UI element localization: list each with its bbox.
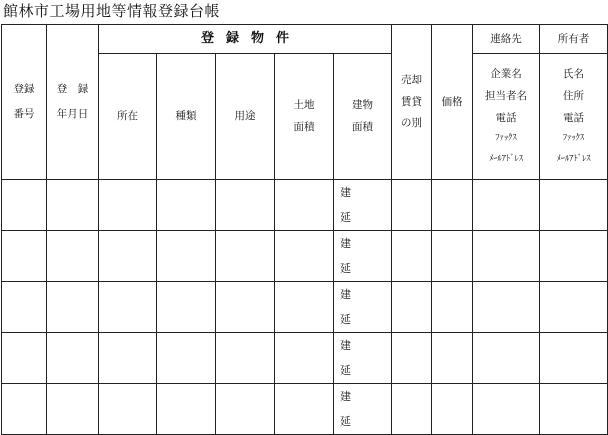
header-sale-lease-line3: の別: [401, 117, 423, 130]
total-floor-marker: 延: [340, 363, 351, 377]
header-building-area: [334, 54, 392, 180]
cell-land-area[interactable]: [275, 180, 334, 231]
total-floor-marker: 延: [340, 261, 351, 275]
cell-registration-date[interactable]: [47, 282, 99, 333]
cell-registration-no[interactable]: [2, 333, 47, 384]
cell-usage[interactable]: [216, 231, 275, 282]
cell-usage[interactable]: [216, 180, 275, 231]
cell-usage[interactable]: [216, 333, 275, 384]
header-property-group: [99, 25, 392, 54]
cell-contact[interactable]: [473, 333, 540, 384]
header-registration-no-line1: 登録: [13, 83, 35, 96]
cell-owner[interactable]: [540, 333, 608, 384]
cell-building-area[interactable]: [334, 333, 392, 384]
header-owner-phone: 電話: [563, 111, 585, 124]
header-owner-name: 氏名: [563, 68, 585, 81]
cell-land-area[interactable]: [275, 384, 334, 435]
registration-table: [1, 24, 608, 435]
header-building-area-line1: 建物: [352, 99, 374, 112]
header-sale-lease-line1: 売却: [401, 74, 423, 87]
cell-contact[interactable]: [473, 384, 540, 435]
cell-land-area[interactable]: [275, 231, 334, 282]
cell-registration-date[interactable]: [47, 180, 99, 231]
cell-registration-no[interactable]: [2, 231, 47, 282]
cell-registration-no[interactable]: [2, 384, 47, 435]
header-owner-email: ﾒｰﾙｱﾄﾞﾚｽ: [556, 154, 591, 165]
cell-registration-date[interactable]: [47, 333, 99, 384]
total-floor-marker: 延: [340, 210, 351, 224]
total-floor-marker: 延: [340, 312, 351, 326]
header-owner-group: 所有者: [540, 25, 608, 54]
cell-registration-no[interactable]: [2, 180, 47, 231]
header-land-area-line2: 面積: [293, 121, 315, 133]
header-usage: 用途: [216, 54, 275, 180]
cell-contact[interactable]: [473, 180, 540, 231]
header-property-group-label: 登録物件: [201, 31, 302, 47]
header-contact-email: ﾒｰﾙｱﾄﾞﾚｽ: [489, 154, 524, 165]
table-row: [2, 333, 608, 384]
total-floor-marker: 延: [340, 414, 351, 428]
cell-owner[interactable]: [540, 231, 608, 282]
cell-type[interactable]: [157, 333, 216, 384]
building-marker: 建: [340, 338, 351, 352]
cell-building-area[interactable]: [334, 384, 392, 435]
cell-building-area[interactable]: [334, 231, 392, 282]
cell-land-area[interactable]: [275, 282, 334, 333]
cell-sale-lease[interactable]: [392, 282, 432, 333]
cell-price[interactable]: [432, 333, 473, 384]
cell-price[interactable]: [432, 180, 473, 231]
header-location: 所在: [99, 54, 157, 180]
header-sale-lease-line2: 賃貸: [401, 95, 423, 108]
cell-sale-lease[interactable]: [392, 384, 432, 435]
header-contact-details: [473, 54, 540, 180]
header-registration-date-line1: 登 録: [56, 83, 89, 96]
cell-contact[interactable]: [473, 231, 540, 282]
cell-location[interactable]: [99, 231, 157, 282]
header-land-area-line1: 土地: [293, 99, 315, 112]
cell-price[interactable]: [432, 231, 473, 282]
cell-registration-no[interactable]: [2, 282, 47, 333]
header-sale-lease: [392, 25, 432, 180]
cell-sale-lease[interactable]: [392, 231, 432, 282]
cell-type[interactable]: [157, 384, 216, 435]
header-registration-no-line2: 番号: [13, 108, 35, 120]
table-row: [2, 231, 608, 282]
header-registration-date-line2: 年月日: [56, 108, 89, 120]
cell-location[interactable]: [99, 384, 157, 435]
cell-land-area[interactable]: [275, 333, 334, 384]
table-row: [2, 282, 608, 333]
header-price: 価格: [432, 25, 473, 180]
cell-type[interactable]: [157, 282, 216, 333]
cell-contact[interactable]: [473, 282, 540, 333]
building-marker: 建: [340, 236, 351, 250]
header-building-area-line2: 面積: [352, 121, 374, 133]
page-title: 館林市工場用地等情報登録台帳: [3, 2, 221, 20]
header-owner-details: [540, 54, 608, 180]
building-marker: 建: [340, 287, 351, 301]
header-contact-phone: 電話: [495, 111, 517, 124]
header-registration-date: [47, 25, 99, 180]
cell-price[interactable]: [432, 282, 473, 333]
cell-type[interactable]: [157, 231, 216, 282]
cell-sale-lease[interactable]: [392, 333, 432, 384]
header-registration-no: [2, 25, 47, 180]
cell-owner[interactable]: [540, 384, 608, 435]
cell-owner[interactable]: [540, 180, 608, 231]
header-owner-address: 住所: [563, 90, 585, 103]
header-contact-fax: ﾌｧｯｸｽ: [495, 133, 517, 144]
cell-usage[interactable]: [216, 282, 275, 333]
cell-registration-date[interactable]: [47, 231, 99, 282]
table-row: [2, 180, 608, 231]
cell-usage[interactable]: [216, 384, 275, 435]
building-marker: 建: [340, 389, 351, 403]
header-land-area: [275, 54, 334, 180]
header-owner-fax: ﾌｧｯｸｽ: [562, 133, 585, 144]
header-contact-person: 担当者名: [485, 90, 528, 103]
header-contact-company: 企業名: [490, 68, 522, 81]
building-marker: 建: [340, 185, 351, 199]
cell-location[interactable]: [99, 282, 157, 333]
cell-owner[interactable]: [540, 282, 608, 333]
cell-price[interactable]: [432, 384, 473, 435]
cell-sale-lease[interactable]: [392, 180, 432, 231]
cell-building-area[interactable]: [334, 282, 392, 333]
cell-building-area[interactable]: [334, 180, 392, 231]
cell-registration-date[interactable]: [47, 384, 99, 435]
cell-location[interactable]: [99, 333, 157, 384]
table-row: [2, 384, 608, 435]
cell-type[interactable]: [157, 180, 216, 231]
header-contact-group: 連絡先: [473, 25, 540, 54]
header-row-top: [2, 25, 608, 54]
cell-location[interactable]: [99, 180, 157, 231]
header-type: 種類: [157, 54, 216, 180]
